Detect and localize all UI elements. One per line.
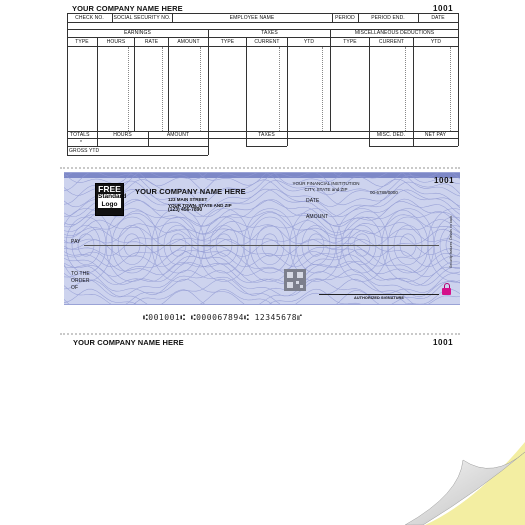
section-misc-deductions: MISCELLANEOUS DEDUCTIONS <box>354 30 435 36</box>
label-totals: TOTALS <box>70 132 90 138</box>
col-misc-ytd: YTD <box>430 39 442 45</box>
bottom-stub-company-name: YOUR COMPANY NAME HERE <box>73 338 184 347</box>
logo-line-2: Standard <box>98 193 127 200</box>
logo-line-1: FREE <box>98 184 121 194</box>
perforation-bottom <box>60 333 460 335</box>
col-misc-current: CURRENT <box>378 39 405 45</box>
bank-city: CITY, STATE and ZIP <box>304 186 348 192</box>
check-face <box>64 172 460 305</box>
pay-line <box>84 245 439 246</box>
label-misc-ded: MISC. DED. <box>376 132 406 138</box>
label-totals-hours: HOURS <box>113 132 132 138</box>
page-curl-icon <box>405 442 525 525</box>
amount-label: AMOUNT <box>306 214 329 220</box>
col-tax-ytd: YTD <box>303 39 315 45</box>
col-hours: HOURS <box>106 39 126 45</box>
logo <box>95 183 127 216</box>
stub-check-number: 1001 <box>433 4 454 13</box>
check-company-name: YOUR COMPANY NAME HERE <box>135 187 246 196</box>
header-bottom-rule <box>67 22 458 23</box>
col-amount: AMOUNT <box>177 39 200 45</box>
label-totals-amount: AMOUNT <box>166 132 190 138</box>
signature-line <box>319 294 439 295</box>
label-net-pay: NET PAY <box>424 132 447 138</box>
label-check-no: CHECK NO. <box>75 15 104 21</box>
label-period-end: PERIOD END. <box>371 15 405 21</box>
order-label: ORDER <box>71 278 90 284</box>
signature-label: AUTHORIZED SIGNATURE <box>353 296 405 300</box>
security-features-note: Security features. Details on back. <box>449 214 453 268</box>
totals-star: * <box>80 140 83 146</box>
label-period: PERIOD <box>335 15 355 21</box>
micr-line: ⑆001001⑆ ⑆000067894⑆ 12345678⑈ <box>143 313 303 322</box>
security-qr-icon <box>284 269 306 291</box>
col-misc-type: TYPE <box>343 39 357 45</box>
col-tax-type: TYPE <box>220 39 235 45</box>
company-address-2: YOUR TOWN, STATE AND ZIP <box>168 202 232 208</box>
stub-company-name: YOUR COMPANY NAME HERE <box>72 4 183 13</box>
company-phone: (123) 456-7890 <box>168 207 203 213</box>
label-totals-taxes: TAXES <box>258 132 275 138</box>
col-tax-current: CURRENT <box>254 39 280 45</box>
section-taxes: TAXES <box>261 30 278 36</box>
routing-fraction: 00-6789/0000 <box>370 190 398 195</box>
label-gross-ytd: GROSS YTD <box>69 148 100 154</box>
label-ssn: SOCIAL SECURITY NO. <box>113 15 171 21</box>
check-number: 1001 <box>434 176 455 185</box>
label-employee-name: EMPLOYEE NAME <box>229 15 275 21</box>
bottom-stub-check-number: 1001 <box>433 338 454 347</box>
logo-line-3: Logo <box>98 201 121 208</box>
section-earnings: EARNINGS <box>124 30 151 36</box>
col-earn-type: TYPE <box>75 39 89 45</box>
perforation-top <box>60 167 460 169</box>
date-label: DATE <box>306 198 320 204</box>
header-top-rule <box>67 13 458 14</box>
to-the-label: TO THE <box>71 271 90 277</box>
pay-label: PAY <box>71 239 81 245</box>
company-address-1: 123 MAIN STREET <box>168 197 208 202</box>
of-label: OF <box>71 285 79 291</box>
padlock-icon <box>442 283 451 295</box>
bank-name: YOUR FINANCIAL INSTITUTION <box>292 181 360 186</box>
label-date: DATE <box>431 15 445 21</box>
col-rate: RATE <box>144 39 159 45</box>
